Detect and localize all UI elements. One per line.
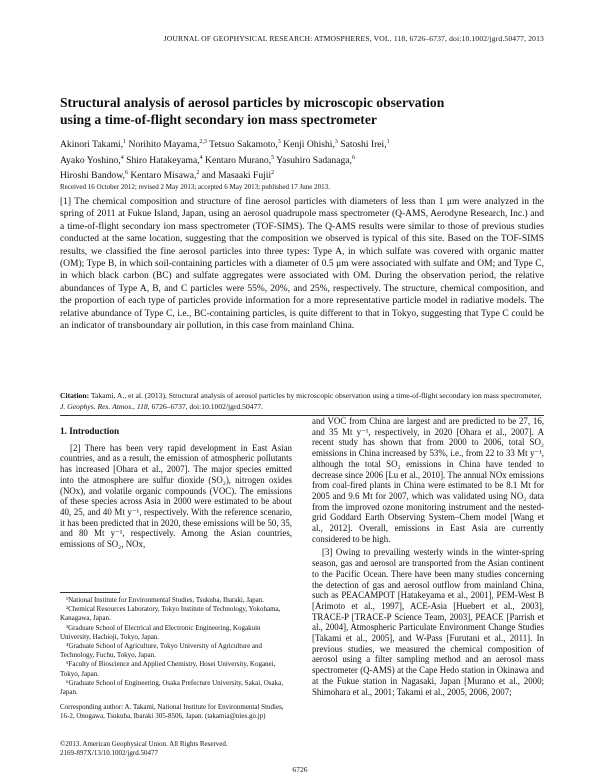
paragraph: and VOC from China are largest and are predicted to be 27, 16, and 35 Mt y⁻¹, respectively, in 2020 [Ohara et al., 2007]. A recent study has shown that from 2000 to 2006, total SO₂ emissions in China increased by 53%, i.e., from 22 to 33 Mt y⁻¹, although the total SO₂ emissions in China have tended to decrease since 2006 [Lu et al., 2010]. The annual NOx emissions from coal-fired plants in China were estimated to be 8.1 Mt for 2005 and 9.6 Mt for 2007, which was validated using NO₂ data from the improved ozone monitoring instrument and the nested-grid Goddard Earth Observing System–Chem model [Wang et al., 2012]. Overall, emissions in East Asia are currently considered to be high. xyxy=(312,416,544,544)
author: Hiroshi Bandow,$^6$ xyxy=(60,170,128,182)
footnote: ²Chemical Resources Laboratory, Tokyo Institute of Technology, Yokohama, Kanagawa, Japan. xyxy=(60,605,281,623)
citation-label: Citation: xyxy=(60,391,90,400)
affiliation-footnotes xyxy=(60,596,292,697)
corresponding-author: Corresponding author: A. Takami, National Institute for Environmental Studies, 16-2, Onogawa, Tsukuba, Ibaraki 305-8506, Japan. (takamia@nies.go.jp) xyxy=(60,703,284,721)
author: Yasuhiro Sadanaga,$^6$ xyxy=(276,154,355,166)
paragraph: [2] There has been very rapid development in East Asian countries, and as a result, the emission of atmospheric pollutants has increased [Ohara et al., 2007]. The major species emitted into the atmosphere are sulfur dioxide (SO₂), nitrogen oxides (NOx), and volatile organic compounds (VOC). The emissions of these species across Asia in 2000 were estimated to be about 40, 25, and 40 Mt y⁻¹, respectively. With the reference scenario, it has been predicted that in 2020, these emissions will be 50, 35, and 80 Mt y⁻¹, respectively. Among the Asian countries, emissions of SO₂, NOx, xyxy=(60,442,292,550)
left-column xyxy=(60,426,292,550)
right-column xyxy=(312,416,544,697)
abstract xyxy=(60,196,544,332)
author: Kentaro Murano,$^5$ xyxy=(205,154,275,166)
footnote: ⁴Graduate School of Agriculture, Tokyo University of Agriculture and Technology, Fuchu, Tokyo, Japan. xyxy=(60,642,263,660)
author: Satoshi Irei,$^1$ xyxy=(340,139,390,151)
footnote: ⁶Graduate School of Engineering, Osaka Prefecture University, Sakai, Osaka, Japan. xyxy=(60,678,283,697)
author: Tetsuo Sakamoto,$^3$ xyxy=(209,139,281,151)
footnote: ⁵Faculty of Bioscience and Applied Chemistry, Hosei University, Koganei, Tokyo, Japan. xyxy=(60,660,276,678)
author: Ayako Yoshino,$^4$ xyxy=(60,154,124,166)
author: Norihito Mayama,$^{2,3}$ xyxy=(128,139,207,151)
paragraph: [3] Owing to prevailing westerly winds in the winter-spring season, gas and aerosol are transported from the Asian continent to the Pacific Ocean. There have been many studies concerning the detection of gas and aerosol outflow from mainland China, such as PEACAMPOT [Hatakeyama et al., 2001], PEM-West B [Arimoto et al., 1997], ACE-Asia [Huebert et al., 2003], TRACE-P [TRACE-P Science Team, 2003], PEACE [Parrish et al., 2004], Atmospheric Particulate Environment Change Studies [Takami et al., 2005], and W-Pass [Furutani et al., 2011]. In previous studies, we measured the chemical composition of aerosol using a filter sampling method and an aerosol mass spectrometer (Q-AMS) at the Cape Hedo station in Okinawa and at the Fukue station in Nagasaki, Japan [Murano et al., 2000; Shimohara et al., 2001; Takami et al., 2005, 2006, 2007; xyxy=(312,547,544,697)
running-head: JOURNAL OF GEOPHYSICAL RESEARCH: ATMOSPHERES, VOL. 118, 6726–6737, doi:10.1002/jgrd.50477, 2013 xyxy=(163,34,544,43)
author-list xyxy=(60,136,544,183)
author: and Masaaki Fujii$^2$ xyxy=(201,170,275,182)
copyright: ©2013. American Geophysical Union. All Rights Reserved. 2169-897X/13/10.1002/jgrd.50477 xyxy=(60,740,228,758)
article-title: Structural analysis of aerosol particles by microscopic observation using a time-of-flight secondary ion mass spectrometer xyxy=(60,95,445,127)
citation xyxy=(60,391,544,412)
author: Kenji Ohishi,$^3$ xyxy=(283,139,338,151)
paragraph-marker: [1] xyxy=(60,197,72,207)
citation-text: Takami, A., et al. (2013), Structural analysis of aerosol particles by microscopic observation using a time-of-flight secondary ion mass spectrometer, xyxy=(90,391,542,400)
footnote: ³Graduate School of Electrical and Electronic Engineering, Kogakuin University, Hachioji, Tokyo, Japan. xyxy=(60,623,261,641)
author: Kentaro Misawa,$^2$ xyxy=(130,170,200,182)
section-heading: 1. Introduction xyxy=(60,426,120,436)
abstract-text: The chemical composition and structure of fine aerosol particles with diameters of less than 1 μm were analyzed in the spring of 2011 at Fukue Island, Japan, using an aerosol quadrupole mass spectrometer (Q-AMS, Aerodyne Research, Inc.) and a time-of-flight secondary ion mass spectrometer (TOF-SIMS). The Q-AMS results were similar to those of previous studies conducted at the same location, suggesting that the composition we observed is typical of this site. Based on the TOF-SIMS results, we classified the fine aerosol particles into three types: Type A, in which sulfate was covered with organic matter (OM); Type B, in which soil-containing particles with a diameter of 0.5 μm were associated with sulfate and OM; and Type C, in which black carbon (BC) and sulfate aggregates were associated with OM. During the observation period, the relative abundances of Type A, B, and C particles were 55%, 20%, and 25%, respectively. The structure, chemical composition, and the proportion of each type of particles provide information for a more representative particle model in radiative models. The relative abundance of Type C, i.e., BC-containing particles, is quite different to that in Tokyo, suggesting that Type C could be an indicator of transboundary air pollution, in this case from mainland China. xyxy=(60,197,544,332)
citation-journal: J. Geophys. Res. Atmos., 118, xyxy=(60,401,150,411)
footnote-divider xyxy=(60,592,120,593)
received-dates: Received 16 October 2012; revised 2 May 2013; accepted 6 May 2013; published 17 June 2013. xyxy=(60,183,330,191)
citation-tail: 6726–6737, doi:10.1002/jgrd.50477. xyxy=(151,401,264,411)
footnote: ¹National Institute for Environmental Studies, Tsukuba, Ibaraki, Japan. xyxy=(66,596,265,604)
page-number: 6726 xyxy=(292,765,308,774)
author: Shiro Hatakeyama,$^4$ xyxy=(126,154,203,166)
author: Akinori Takami,$^1$ xyxy=(60,139,127,151)
